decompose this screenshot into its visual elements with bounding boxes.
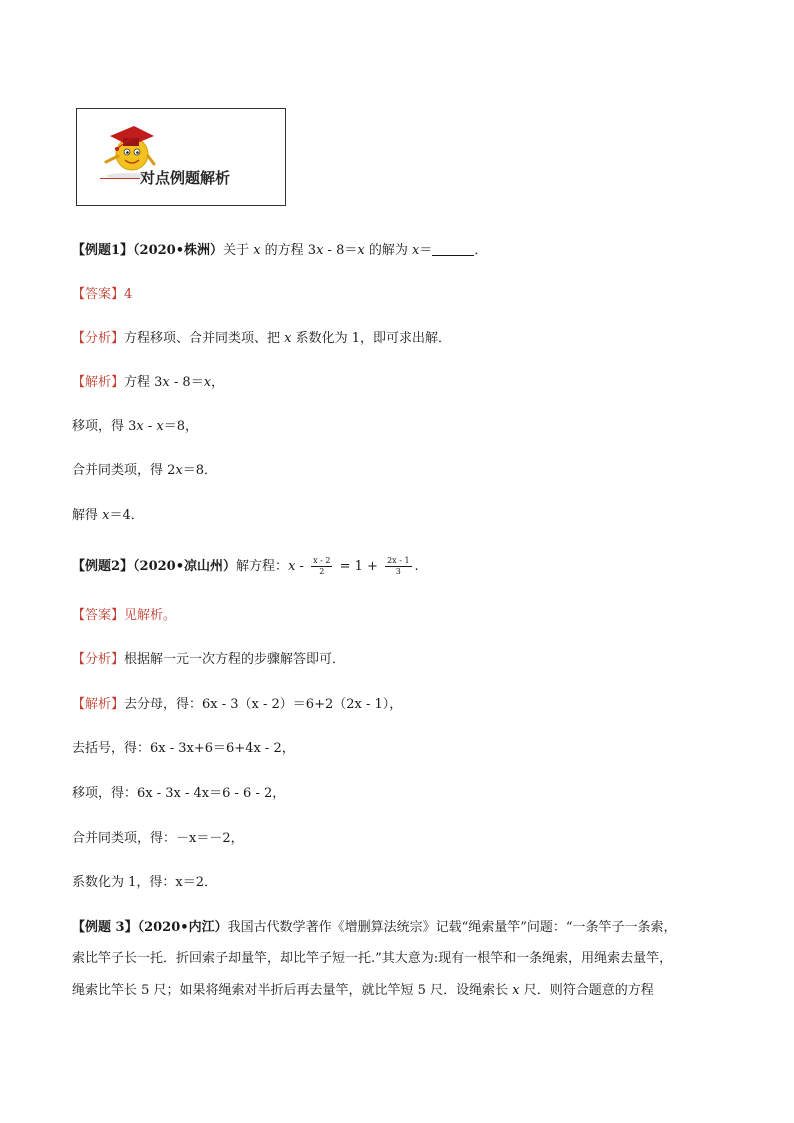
example1-solution-step3: 合并同类项，得 2x＝8．: [72, 463, 218, 478]
example3-line2: 索比竿子长一托．折回索子却量竿，却比竿子短一托.”其大意为:现有一根竿和一条绳索，用绳索去量竿，: [72, 951, 673, 966]
fraction-1: $\frac{x - 2}{2}$: [313, 556, 331, 576]
example2-solution-step5: 系数化为 1，得：x＝2．: [72, 875, 218, 890]
example2-answer: 【答案】见解析。: [72, 608, 177, 623]
example2-solution-step4: 合并同类项，得：－x＝－2，: [72, 831, 244, 846]
example2-solution-step2: 去括号，得：6x - 3x+6＝6+4x - 2，: [72, 741, 295, 756]
example2-analysis: 【分析】根据解一元一次方程的步骤解答即可．: [72, 652, 346, 667]
example2-solution-step3: 移项，得：6x - 3x - 4x＝6 - 6 - 2，: [72, 786, 286, 801]
section-title: 对点例题解析: [140, 169, 231, 187]
example3-line1: 【例题 3】（2020•内江）我国古代数学著作《增删算法统宗》记载“绳索量竿”问题：“一条竿子一条索，: [72, 920, 677, 935]
example1-solution-step2: 移项，得 3x - x＝8，: [72, 419, 199, 434]
example2-question: 【例题2】（2020•凉山州）解方程：x - $\frac{x - 2}{2}$ = 1 + $\frac{2x - 1}{3}$ .: [72, 556, 419, 576]
header-rule: [100, 178, 140, 179]
example3-line3: 绳索比竿长 5 尺；如果将绳索对半折后再去量竿，就比竿短 5 尺．设绳索长 x 尺．则符合题意的方程: [72, 983, 654, 998]
answer-blank: [432, 243, 474, 256]
example1-question: 【例题1】（2020•株洲）关于 x 的方程 3x - 8＝x 的解为 x＝ ．: [72, 243, 488, 258]
example2-solution-step1: 【解析】去分母，得：6x - 3（x - 2）＝6+2（2x - 1），: [72, 697, 403, 712]
example1-solution-step1: 【解析】方程 3x - 8＝x，: [72, 375, 225, 390]
fraction-2: $\frac{2x - 1}{3}$: [387, 556, 410, 576]
example1-solution-step4: 解得 x＝4．: [72, 508, 144, 523]
example1-analysis: 【分析】方程移项、合并同类项、把 x 系数化为 1，即可求出解．: [72, 331, 452, 346]
example1-answer: 【答案】4: [72, 287, 133, 302]
